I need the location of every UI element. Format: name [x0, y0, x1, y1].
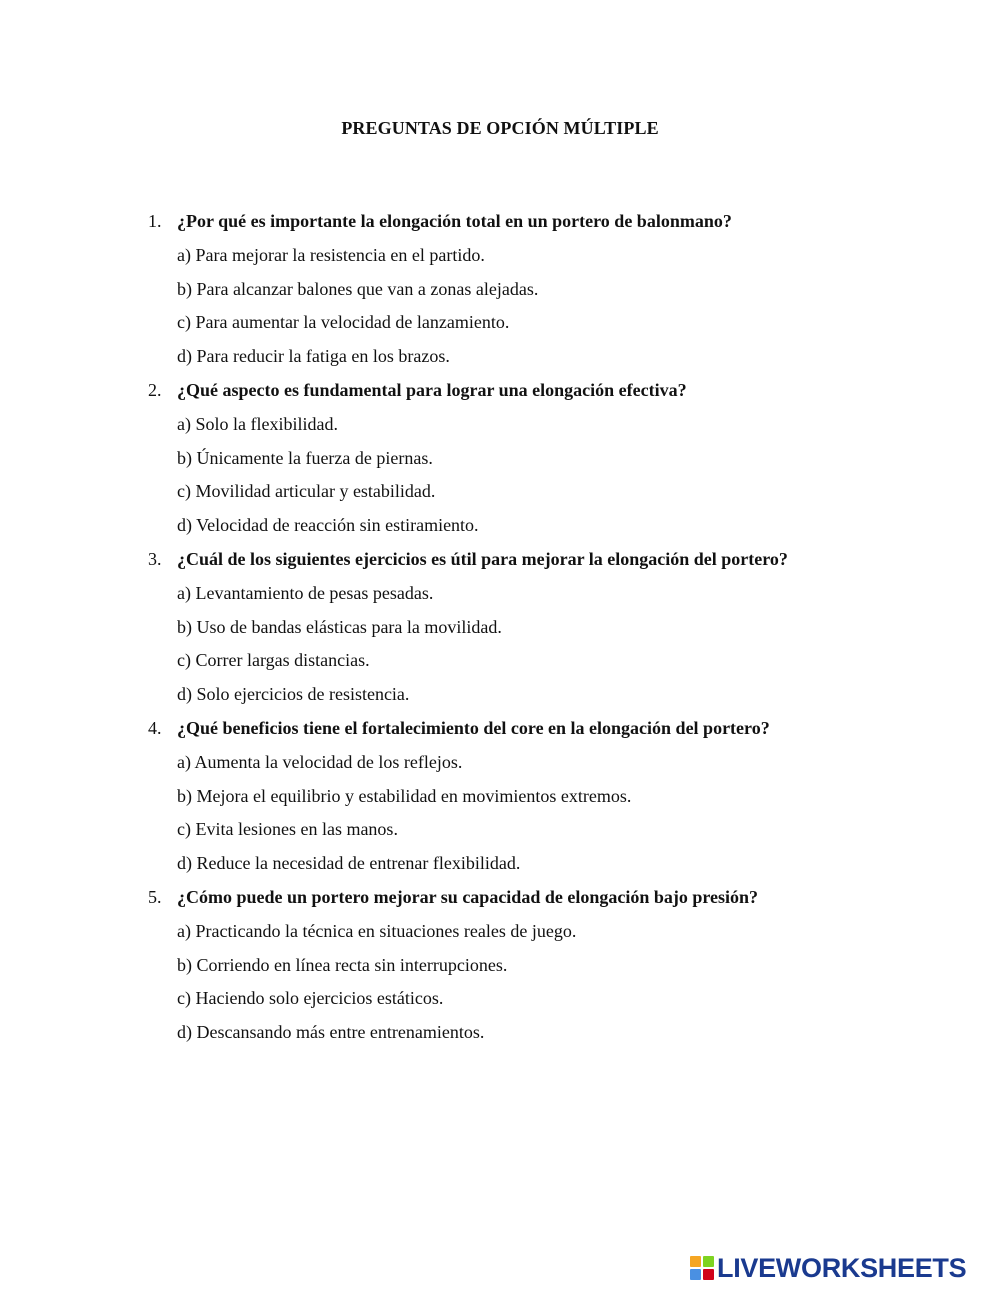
question-number: 5.	[148, 886, 162, 907]
question-line	[148, 883, 968, 917]
option-c: c) Evita lesiones en las manos.	[177, 819, 398, 840]
logo-mark-tile	[690, 1269, 701, 1280]
option-a: a) Aumenta la velocidad de los reflejos.	[177, 751, 463, 772]
question-item	[148, 545, 968, 714]
option-b: b) Uso de bandas elásticas para la movilidad.	[177, 616, 502, 637]
option-a: a) Solo la flexibilidad.	[177, 413, 338, 434]
question-line	[148, 545, 968, 579]
option-a: a) Practicando la técnica en situaciones reales de juego.	[177, 920, 577, 941]
option-d: d) Solo ejercicios de resistencia.	[177, 684, 410, 705]
option-a: a) Para mejorar la resistencia en el partido.	[177, 244, 485, 265]
option-d: d) Reduce la necesidad de entrenar flexibilidad.	[177, 853, 521, 874]
question-line	[148, 714, 968, 748]
question-number: 4.	[148, 717, 162, 738]
question-number: 1.	[148, 211, 162, 231]
option-c: c) Movilidad articular y estabilidad.	[177, 481, 436, 502]
liveworksheets-logo[interactable]	[690, 1253, 966, 1283]
page-title: PREGUNTAS DE OPCIÓN MÚLTIPLE	[341, 118, 659, 138]
option-c: c) Haciendo solo ejercicios estáticos.	[177, 988, 444, 1009]
question-line	[148, 376, 968, 410]
question-item	[148, 207, 968, 376]
question-line	[148, 207, 968, 241]
question-text: ¿Por qué es importante la elongación total en un portero de balonmano?	[177, 211, 732, 231]
question-number: 2.	[148, 379, 162, 400]
logo-mark-tile	[703, 1256, 714, 1267]
question-text: ¿Qué aspecto es fundamental para lograr una elongación efectiva?	[177, 379, 687, 400]
option-b: b) Para alcanzar balones que van a zonas alejadas.	[177, 278, 539, 299]
option-d: d) Velocidad de reacción sin estiramiento.	[177, 515, 479, 536]
option-a: a) Levantamiento de pesas pesadas.	[177, 582, 434, 603]
question-text: ¿Qué beneficios tiene el fortalecimiento del core en la elongación del portero?	[177, 717, 770, 738]
question-text: ¿Cuál de los siguientes ejercicios es útil para mejorar la elongación del portero?	[177, 548, 788, 569]
question-item	[148, 883, 968, 1052]
option-d: d) Descansando más entre entrenamientos.	[177, 1022, 485, 1043]
option-b: b) Mejora el equilibrio y estabilidad en movimientos extremos.	[177, 785, 632, 806]
question-list	[148, 207, 968, 1052]
logo-text: LIVEWORKSHEETS	[717, 1252, 967, 1283]
option-d: d) Para reducir la fatiga en los brazos.	[177, 346, 450, 367]
question-text: ¿Cómo puede un portero mejorar su capacidad de elongación bajo presión?	[177, 886, 759, 907]
logo-mark-tile	[690, 1256, 701, 1267]
logo-mark-tile	[703, 1269, 714, 1280]
question-item	[148, 714, 968, 883]
option-b: b) Únicamente la fuerza de piernas.	[177, 447, 433, 468]
option-c: c) Correr largas distancias.	[177, 650, 370, 671]
question-item	[148, 376, 968, 545]
question-number: 3.	[148, 548, 162, 569]
logo-mark-icon	[690, 1256, 714, 1280]
option-b: b) Corriendo en línea recta sin interrupciones.	[177, 954, 508, 975]
option-c: c) Para aumentar la velocidad de lanzamiento.	[177, 312, 510, 333]
